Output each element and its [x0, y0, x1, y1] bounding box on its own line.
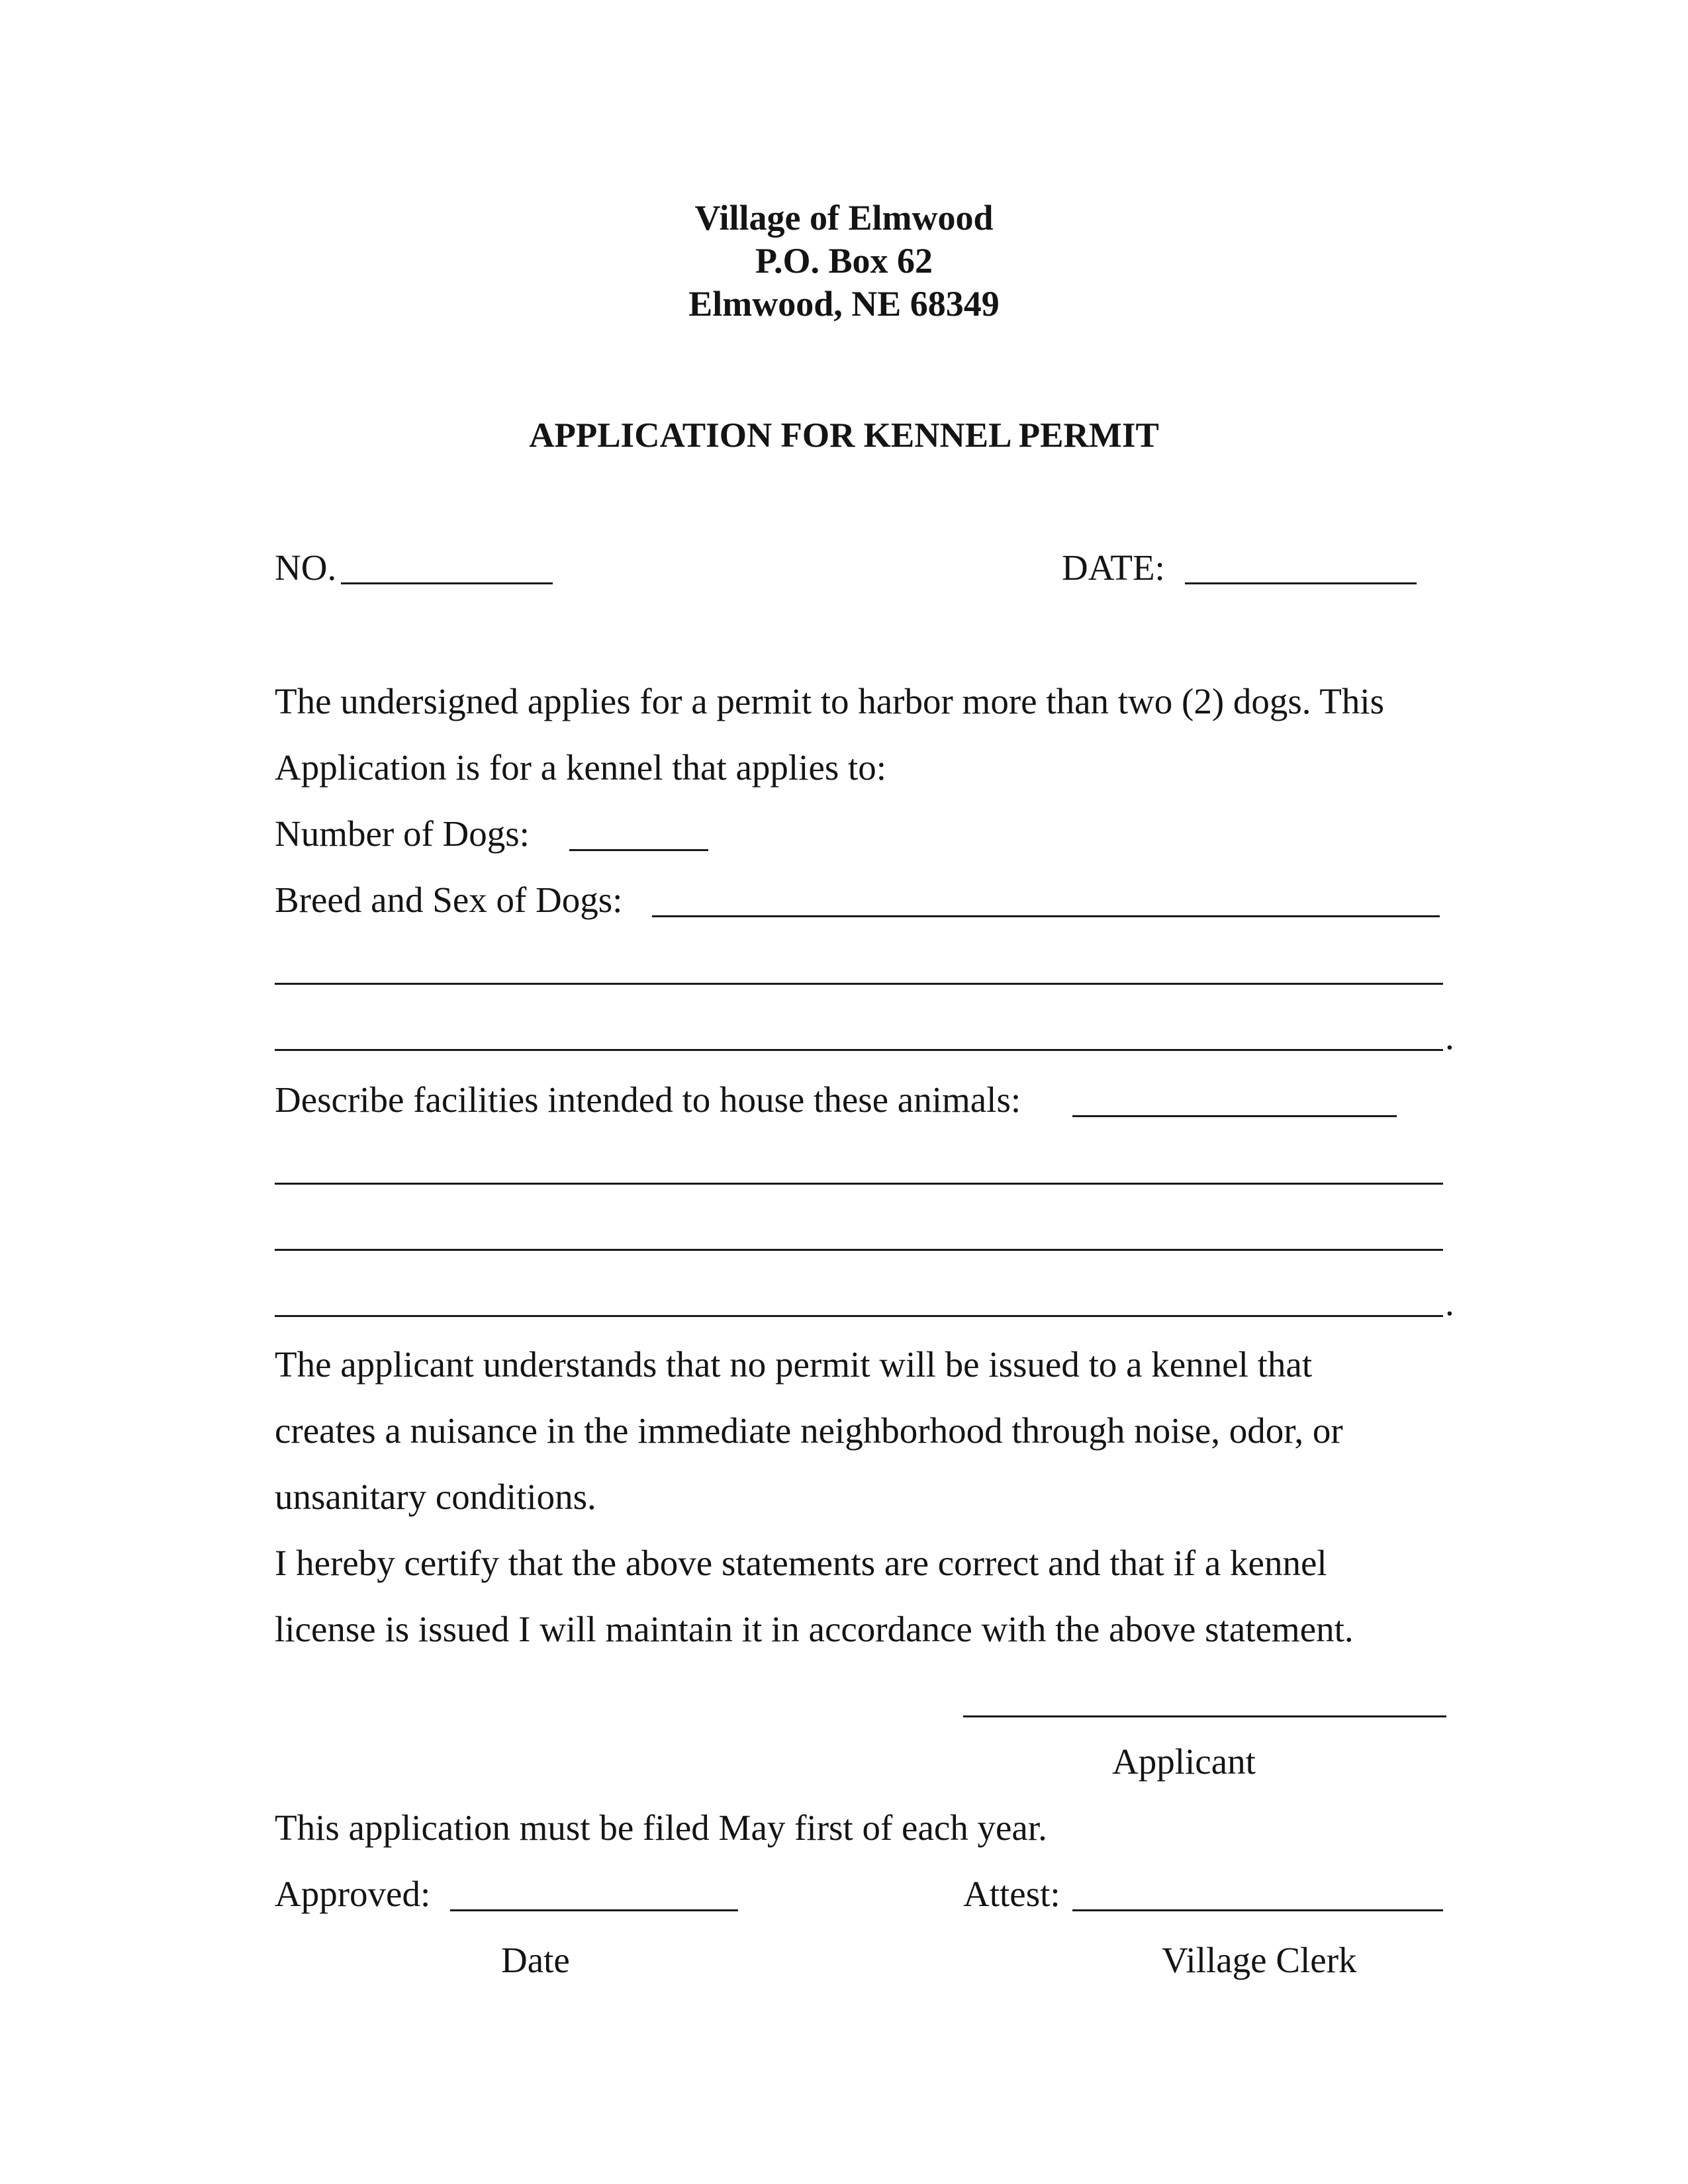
breed-sex-field-line-3[interactable] [275, 1049, 1443, 1051]
breed-sex-field-line-2[interactable] [275, 983, 1443, 985]
facilities-field-line-2[interactable] [275, 1183, 1443, 1185]
applicant-caption: Applicant [1112, 1741, 1256, 1782]
intro-line-1: The undersigned applies for a permit to harbor more than two (2) dogs. This [275, 681, 1385, 721]
number-of-dogs-label: Number of Dogs: [275, 813, 530, 854]
city-state-zip: Elmwood, NE 68349 [688, 284, 1000, 324]
no-label: NO. [275, 547, 337, 588]
approved-label: Approved: [275, 1874, 431, 1914]
breed-sex-field-line-1[interactable] [652, 915, 1440, 917]
facilities-end-period: . [1445, 1283, 1454, 1323]
statement-line-5: license is issued I will maintain it in accordance with the above statement. [275, 1609, 1354, 1649]
attest-label: Attest: [963, 1874, 1060, 1914]
facilities-field-line-4[interactable] [275, 1315, 1443, 1317]
statement-line-2: creates a nuisance in the immediate neighborhood through noise, odor, or [275, 1410, 1343, 1451]
po-box: P.O. Box 62 [755, 241, 933, 281]
approved-field[interactable] [450, 1909, 738, 1911]
village-clerk-caption: Village Clerk [1162, 1940, 1357, 1980]
applicant-signature-field[interactable] [963, 1715, 1446, 1717]
filing-note: This application must be filed May first of each year. [275, 1807, 1047, 1848]
date-field[interactable] [1185, 582, 1417, 584]
facilities-field-line-1[interactable] [1072, 1115, 1397, 1117]
facilities-field-line-3[interactable] [275, 1249, 1443, 1251]
intro-line-2: Application is for a kennel that applies to: [275, 747, 887, 788]
facilities-label: Describe facilities intended to house these animals: [275, 1079, 1021, 1120]
statement-line-4: I hereby certify that the above statements are correct and that if a kennel [275, 1543, 1327, 1583]
attest-field[interactable] [1072, 1909, 1443, 1911]
statement-line-3: unsanitary conditions. [275, 1477, 596, 1517]
no-field[interactable] [341, 582, 553, 584]
village-name: Village of Elmwood [694, 198, 994, 238]
statement-line-1: The applicant understands that no permit will be issued to a kennel that [275, 1344, 1313, 1385]
breed-end-period: . [1445, 1017, 1454, 1057]
date-caption: Date [501, 1940, 570, 1980]
form-title: APPLICATION FOR KENNEL PERMIT [529, 416, 1159, 455]
breed-sex-label: Breed and Sex of Dogs: [275, 880, 623, 920]
date-label: DATE: [1062, 547, 1165, 588]
number-of-dogs-field[interactable] [569, 849, 708, 851]
